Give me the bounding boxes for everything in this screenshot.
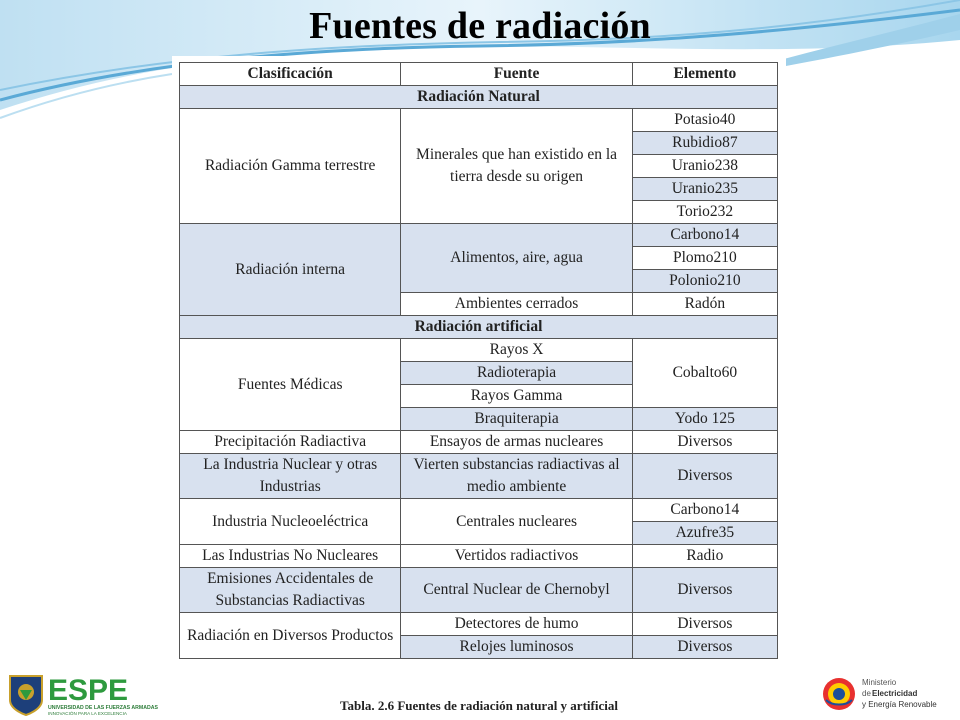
element-cell: Carbono14: [632, 224, 777, 247]
element-cell: Plomo210: [632, 247, 777, 270]
element-cell: Diversos: [632, 613, 777, 636]
header-fuente: Fuente: [401, 63, 632, 86]
table-row: [180, 339, 778, 362]
source-cell: Ensayos de armas nucleares: [401, 431, 632, 454]
header-elemento: Elemento: [632, 63, 777, 86]
source-cell: Centrales nucleares: [401, 499, 632, 545]
espe-logo: [4, 670, 160, 718]
source-cell: Relojes luminosos: [401, 636, 632, 659]
source-cell: Alimentos, aire, agua: [401, 224, 632, 293]
element-cell: Uranio238: [632, 155, 777, 178]
element-cell: Cobalto60: [632, 339, 777, 408]
table-figure: [172, 56, 786, 713]
table-row: [180, 545, 778, 568]
header-row: [180, 63, 778, 86]
section-row: [180, 86, 778, 109]
espe-wordmark: ESPE: [48, 674, 129, 707]
espe-subtitle-2: INNOVACIÓN PARA LA EXCELENCIA: [48, 711, 127, 716]
element-cell: Radio: [632, 545, 777, 568]
source-cell: Vertidos radiactivos: [401, 545, 632, 568]
element-cell: Azufre35: [632, 522, 777, 545]
element-cell: Diversos: [632, 636, 777, 659]
table-row: [180, 568, 778, 613]
table-row: [180, 109, 778, 132]
element-cell: Rubidio87: [632, 132, 777, 155]
table-caption: Tabla. 2.6 Fuentes de radiación natural y artificial: [340, 698, 618, 713]
source-cell: Central Nuclear de Chernobyl: [401, 568, 632, 613]
radiation-sources-table: [179, 62, 778, 659]
slide-title: Fuentes de radiación: [309, 5, 651, 47]
ministerio-line2a: de: [862, 689, 871, 698]
espe-subtitle-1: UNIVERSIDAD DE LAS FUERZAS ARMADAS: [48, 705, 158, 711]
class-cell: Industria Nucleoeléctrica: [180, 499, 401, 545]
ministerio-line2b: Electricidad: [872, 689, 918, 698]
header-clasificacion: Clasificación: [180, 63, 401, 86]
ministerio-line3: y Energía Renovable: [862, 700, 937, 709]
element-cell: Diversos: [632, 454, 777, 499]
table-row: [180, 224, 778, 247]
ministerio-logo: [818, 672, 952, 716]
class-cell: Radiación en Diversos Productos: [180, 613, 401, 659]
element-cell: Yodo 125: [632, 408, 777, 431]
section-artificial: Radiación artificial: [180, 316, 778, 339]
class-cell: Las Industrias No Nucleares: [180, 545, 401, 568]
element-cell: Torio232: [632, 201, 777, 224]
source-cell: Ambientes cerrados: [401, 293, 632, 316]
element-cell: Diversos: [632, 431, 777, 454]
table-row: [180, 499, 778, 522]
table-row: [180, 431, 778, 454]
element-cell: Potasio40: [632, 109, 777, 132]
table-row: [180, 613, 778, 636]
section-row: [180, 316, 778, 339]
source-cell: Minerales que han existido en la tierra desde su origen: [401, 109, 632, 224]
table-row: [180, 454, 778, 499]
ministerio-emblem-icon: [823, 678, 855, 710]
element-cell: Diversos: [632, 568, 777, 613]
source-cell: Detectores de humo: [401, 613, 632, 636]
section-natural: Radiación Natural: [180, 86, 778, 109]
element-cell: Carbono14: [632, 499, 777, 522]
class-cell: Radiación Gamma terrestre: [180, 109, 401, 224]
class-cell: Fuentes Médicas: [180, 339, 401, 431]
class-cell: Radiación interna: [180, 224, 401, 316]
class-cell: Precipitación Radiactiva: [180, 431, 401, 454]
source-cell: Radioterapia: [401, 362, 632, 385]
element-cell: Polonio210: [632, 270, 777, 293]
element-cell: Radón: [632, 293, 777, 316]
element-cell: Uranio235: [632, 178, 777, 201]
source-cell: Rayos Gamma: [401, 385, 632, 408]
source-cell: Braquiterapia: [401, 408, 632, 431]
source-cell: Rayos X: [401, 339, 632, 362]
espe-crest-icon: [10, 676, 42, 715]
ministerio-line1: Ministerio: [862, 678, 897, 687]
class-cell: Emisiones Accidentales de Substancias Radiactivas: [180, 568, 401, 613]
class-cell: La Industria Nuclear y otras Industrias: [180, 454, 401, 499]
source-cell: Vierten substancias radiactivas al medio ambiente: [401, 454, 632, 499]
